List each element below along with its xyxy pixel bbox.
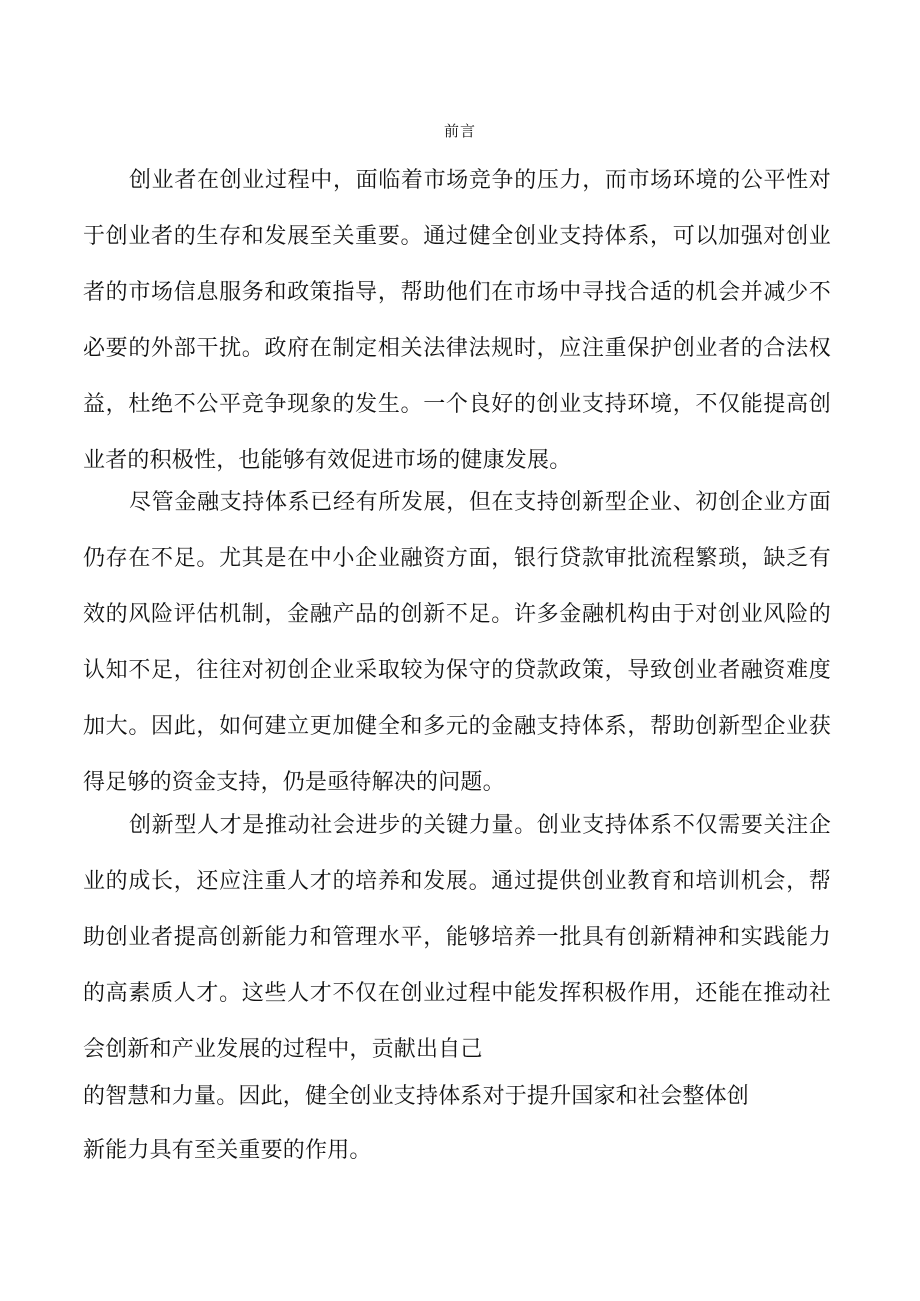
paragraph-3: 创新型人才是推动社会进步的关键力量。创业支持体系不仅需要关注企业的成长，还应注重人才的培养和发展。通过提供创业教育和培训机会，帮助创业者提高创新能力和管理水平，能够培养一批具有创新精神和实践能力的高素质人才。这些人才不仅在创业过程中能发挥积极作用，还能在推动社会创新和产业发展的过程中，贡献出自己 [83, 813, 831, 1062]
paragraph-2: 尽管金融支持体系已经有所发展，但在支持创新型企业、初创企业方面仍存在不足。尤其是在中小企业融资方面，银行贷款审批流程繁琐，缺乏有效的风险评估机制，金融产品的创新不足。许多金融机构由于对创业风险的认知不足，往往对初创企业采取较为保守的贷款政策，导致创业者融资难度加大。因此，如何建立更加健全和多元的金融支持体系，帮助创新型企业获得足够的资金支持，仍是亟待解决的问题。 [83, 490, 831, 795]
paragraph-1: 创业者在创业过程中，面临着市场竞争的压力，而市场环境的公平性对于创业者的生存和发展至关重要。通过健全创业支持体系，可以加强对创业者的市场信息服务和政策指导，帮助他们在市场中寻找合适的机会并减少不必要的外部干扰。政府在制定相关法律法规时，应注重保护创业者的合法权益，杜绝不公平竞争现象的发生。一个良好的创业支持环境，不仅能提高创业者的积极性，也能够有效促进市场的健康发展。 [83, 168, 831, 473]
continuation-line-2: 新能力具有至关重要的作用。 [83, 1138, 372, 1163]
page-heading: 前言 [443, 122, 476, 140]
continuation-line-1: 的智慧和力量。因此，健全创业支持体系对于提升国家和社会整体创 [83, 1084, 750, 1109]
